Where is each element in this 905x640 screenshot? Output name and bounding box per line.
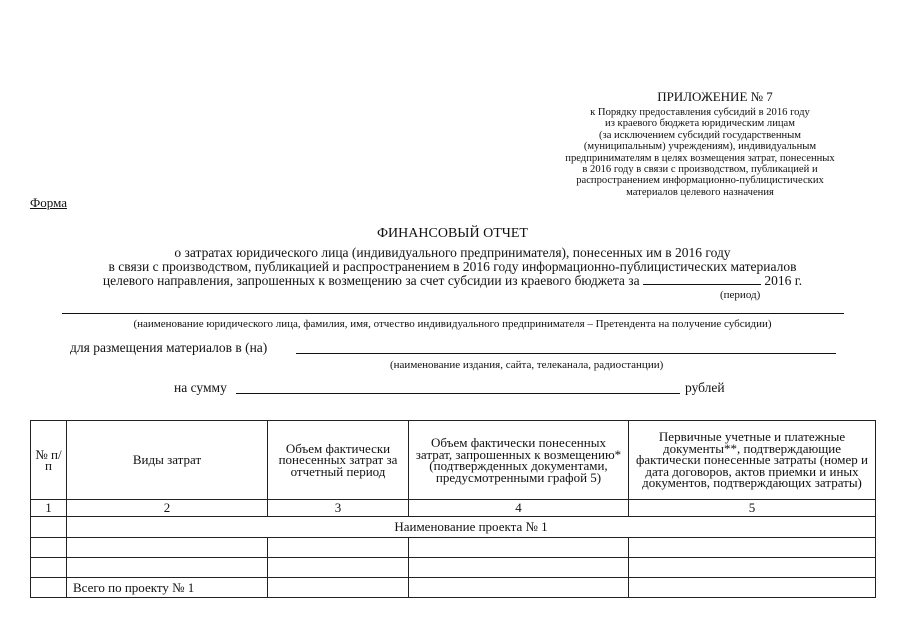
report-subtitle-line3-end: 2016 г. [764,273,803,288]
sum-label: на сумму [174,380,227,395]
table-row [31,538,876,558]
appendix-line: в 2016 году в связи с производством, публикацией и [582,164,818,176]
placement-caption: (наименование издания, сайта, телеканала, радиостанции) [390,359,664,371]
table-cell[interactable] [409,538,629,558]
appendix-line: (муниципальным) учреждениям), индивидуальным [583,141,817,153]
table-cell[interactable] [409,578,629,598]
report-subtitle [30,246,875,288]
appendix-text [525,107,875,198]
table-cell[interactable] [268,538,409,558]
header-expense-type: Виды затрат [67,421,268,500]
appendix-line: к Порядку предоставления субсидий в 2016 году [590,107,810,118]
column-number: 4 [409,500,629,517]
placement-field[interactable] [296,353,836,354]
period-field[interactable] [643,273,761,285]
table-cell[interactable] [268,578,409,598]
total-row [31,578,876,598]
table-cell[interactable] [629,538,876,558]
applicant-name-field[interactable] [62,313,844,314]
column-number: 1 [31,500,67,517]
report-title: ФИНАНСОВЫЙ ОТЧЕТ [377,226,528,241]
table-cell[interactable] [31,538,67,558]
appendix-line: предпринимателям в целях возмещения затрат, понесенных [565,152,835,164]
appendix-line: материалов целевого назначения [626,186,774,198]
period-caption: (период) [720,289,761,301]
report-subtitle-line: о затратах юридического лица (индивидуального предпринимателя), понесенных им в 2016 году [174,245,731,260]
table-cell[interactable] [67,538,268,558]
expense-table [30,420,876,598]
column-number: 5 [629,500,876,517]
placement-label: для размещения материалов в (на) [70,340,268,355]
report-subtitle-line [30,273,875,288]
project-title: Наименование проекта № 1 [67,517,876,538]
applicant-caption: (наименование юридического лица, фамилия, имя, отчество индивидуального предпринимателя – Претендента на получение субсидии) [133,318,772,330]
header-actual-costs: Объем фактически понесенных затрат за отчетный период [268,421,409,500]
table-cell[interactable] [31,558,67,578]
total-label: Всего по проекту № 1 [67,578,268,598]
table-cell[interactable] [629,578,876,598]
project-title-row [31,517,876,538]
table-cell[interactable] [629,558,876,578]
column-number: 3 [268,500,409,517]
appendix-line: (за исключением субсидий государственным [598,129,801,141]
table-cell[interactable] [409,558,629,578]
column-number: 2 [67,500,268,517]
header-documents: Первичные учетные и платежные документы**, подтверждающие фактически понесенные затраты (номер и дата договоров, актов приемки и иных документов, подтверждающих затраты) [629,421,876,500]
table-cell[interactable] [268,558,409,578]
table-cell[interactable] [31,578,67,598]
appendix-line: распространением информационно-публицистических [576,175,824,187]
header-requested-costs: Объем фактически понесенных затрат, запрошенных к возмещению* (подтвержденных документами, предусмотренными графой 5) [409,421,629,500]
table-header-row [31,421,876,500]
table-row [31,558,876,578]
report-subtitle-line3-start: целевого направления, запрошенных к возмещению за счет субсидии из краевого бюджета за [102,273,640,288]
table-cell[interactable] [67,558,268,578]
sum-unit: рублей [685,380,725,395]
sum-field[interactable] [236,393,680,394]
table-cell[interactable] [31,517,67,538]
report-subtitle-line: в связи с производством, публикацией и распространением в 2016 году информационно-публицистических материалов [108,258,797,274]
form-label: Форма [30,195,67,210]
appendix-title: ПРИЛОЖЕНИЕ № 7 [657,89,773,104]
header-number: № п/п [31,421,67,500]
column-number-row [31,500,876,517]
appendix-line: из краевого бюджета юридическим лицам [605,118,795,130]
